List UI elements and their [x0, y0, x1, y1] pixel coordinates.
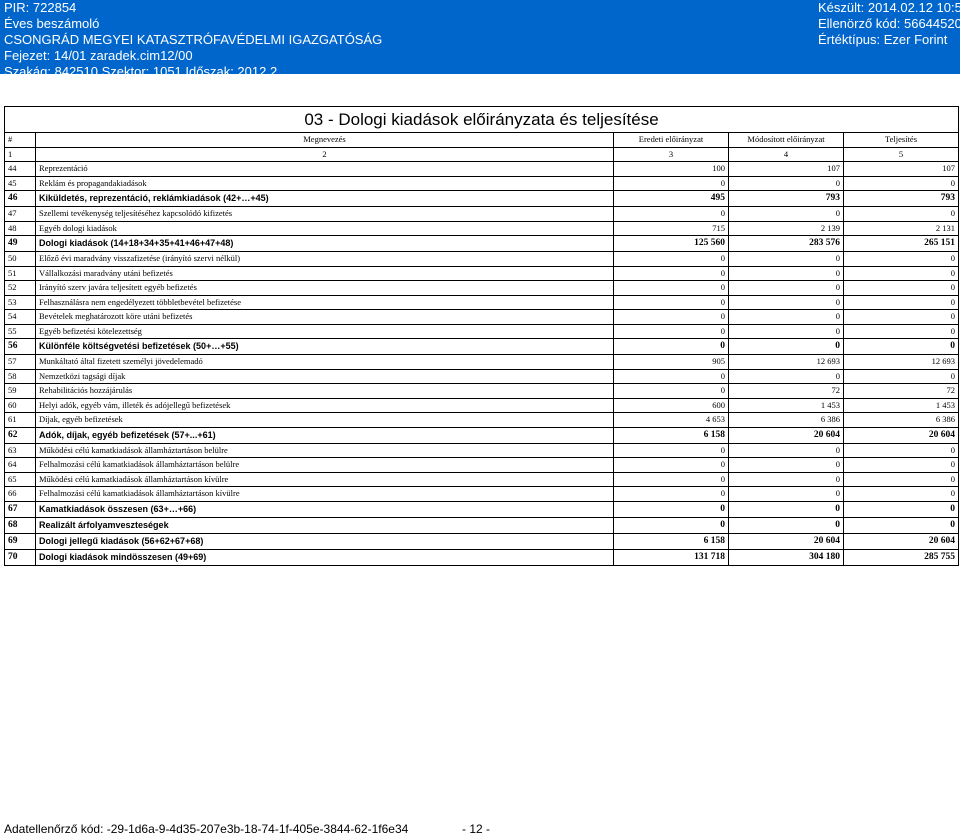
- row-name: Reklám és propagandakiadások: [36, 176, 614, 191]
- row-code: 47: [5, 207, 36, 222]
- row-code: 57: [5, 355, 36, 370]
- row-original: 0: [614, 472, 729, 487]
- row-actual: 0: [844, 207, 959, 222]
- col-number-header: #: [5, 133, 36, 148]
- row-name: Nemzetközi tagsági díjak: [36, 369, 614, 384]
- table-row: [5, 324, 959, 339]
- row-original: 4 653: [614, 413, 729, 428]
- row-modified: 0: [729, 369, 844, 384]
- table-row: [5, 207, 959, 222]
- row-actual: 107: [844, 162, 959, 177]
- table-row: [5, 369, 959, 384]
- column-number: 2: [36, 147, 614, 162]
- row-code: 54: [5, 310, 36, 325]
- row-original: 6 158: [614, 427, 729, 443]
- row-name: Helyi adók, egyéb vám, illeték és adójellegű befizetések: [36, 398, 614, 413]
- row-name: Előző évi maradvány visszafizetése (irányító szervi nélkül): [36, 252, 614, 267]
- col-name-header: Megnevezés: [36, 133, 614, 148]
- row-actual: 0: [844, 487, 959, 502]
- row-original: 0: [614, 310, 729, 325]
- row-code: 70: [5, 549, 36, 565]
- header-right: [818, 0, 976, 48]
- footer: [4, 822, 491, 836]
- row-modified: 1 453: [729, 398, 844, 413]
- column-number: 3: [614, 147, 729, 162]
- table-row: [5, 472, 959, 487]
- table-row: [5, 384, 959, 399]
- row-modified: 0: [729, 458, 844, 473]
- row-modified: 20 604: [729, 533, 844, 549]
- row-code: 59: [5, 384, 36, 399]
- row-modified: 0: [729, 266, 844, 281]
- row-name: Rehabilitációs hozzájárulás: [36, 384, 614, 399]
- row-actual: 0: [844, 339, 959, 355]
- row-code: 64: [5, 458, 36, 473]
- row-actual: 793: [844, 191, 959, 207]
- header-organization: CSONGRÁD MEGYEI KATASZTRÓFAVÉDELMI IGAZGATÓSÁG: [4, 32, 383, 47]
- table-row: [5, 549, 959, 565]
- row-name: Egyéb befizetési kötelezettség: [36, 324, 614, 339]
- row-name: Dologi jellegű kiadások (56+62+67+68): [36, 533, 614, 549]
- row-code: 68: [5, 517, 36, 533]
- row-original: 0: [614, 339, 729, 355]
- row-name: Dologi kiadások mindösszesen (49+69): [36, 549, 614, 565]
- row-name: Működési célú kamatkiadások államháztartáson belülre: [36, 443, 614, 458]
- row-name: Felhasználásra nem engedélyezett többletbevétel befizetése: [36, 295, 614, 310]
- row-actual: 0: [844, 472, 959, 487]
- row-code: 65: [5, 472, 36, 487]
- row-code: 44: [5, 162, 36, 177]
- row-original: 0: [614, 207, 729, 222]
- table-row: [5, 355, 959, 370]
- row-actual: 20 604: [844, 427, 959, 443]
- table-row: [5, 221, 959, 236]
- row-actual: 0: [844, 281, 959, 296]
- row-modified: 12 693: [729, 355, 844, 370]
- row-original: 0: [614, 176, 729, 191]
- row-actual: 0: [844, 501, 959, 517]
- row-code: 67: [5, 501, 36, 517]
- row-name: Kiküldetés, reprezentáció, reklámkiadások (42+…+45): [36, 191, 614, 207]
- row-modified: 0: [729, 501, 844, 517]
- row-actual: 12 693: [844, 355, 959, 370]
- header-sector-period: Szakág: 842510 Szektor: 1051 Időszak: 2012.2: [4, 64, 278, 79]
- row-actual: 285 755: [844, 549, 959, 565]
- row-original: 0: [614, 443, 729, 458]
- row-original: 0: [614, 281, 729, 296]
- row-original: 0: [614, 517, 729, 533]
- row-modified: 107: [729, 162, 844, 177]
- row-actual: 0: [844, 458, 959, 473]
- row-code: 61: [5, 413, 36, 428]
- col-modified-header: Módosított előirányzat: [729, 133, 844, 148]
- row-modified: 0: [729, 176, 844, 191]
- row-original: 0: [614, 266, 729, 281]
- row-modified: 20 604: [729, 427, 844, 443]
- row-actual: 265 151: [844, 236, 959, 252]
- header-created: Készült: 2014.02.12 10:51: [818, 0, 970, 15]
- row-original: 0: [614, 369, 729, 384]
- row-modified: 0: [729, 517, 844, 533]
- row-original: 0: [614, 487, 729, 502]
- row-modified: 0: [729, 472, 844, 487]
- row-original: 125 560: [614, 236, 729, 252]
- row-name: Különféle költségvetési befizetések (50+…+55): [36, 339, 614, 355]
- row-name: Díjak, egyéb befizetések: [36, 413, 614, 428]
- row-name: Felhalmozási célú kamatkiadások államháztartáson kívülre: [36, 487, 614, 502]
- table-row: [5, 295, 959, 310]
- table-row: [5, 398, 959, 413]
- table-row: [5, 427, 959, 443]
- row-name: Munkáltató által fizetett személyi jövedelemadó: [36, 355, 614, 370]
- row-actual: 0: [844, 369, 959, 384]
- row-code: 49: [5, 236, 36, 252]
- row-original: 0: [614, 501, 729, 517]
- row-original: 0: [614, 384, 729, 399]
- row-code: 45: [5, 176, 36, 191]
- row-code: 69: [5, 533, 36, 549]
- column-number: 4: [729, 147, 844, 162]
- row-original: 100: [614, 162, 729, 177]
- header-value-type: Értéktípus: Ezer Forint: [818, 32, 948, 47]
- table-header-row: [5, 133, 959, 148]
- table-row: [5, 533, 959, 549]
- row-actual: 6 386: [844, 413, 959, 428]
- header-pir: PIR: 722854: [4, 0, 77, 15]
- row-name: Adók, díjak, egyéb befizetések (57+...+61): [36, 427, 614, 443]
- row-original: 905: [614, 355, 729, 370]
- table-row: [5, 281, 959, 296]
- row-code: 58: [5, 369, 36, 384]
- row-actual: 1 453: [844, 398, 959, 413]
- table-row: [5, 266, 959, 281]
- table-body: [5, 162, 959, 566]
- expenditure-table: [4, 106, 959, 566]
- table-row: [5, 191, 959, 207]
- row-original: 0: [614, 458, 729, 473]
- row-name: Szellemi tevékenység teljesítéséhez kapcsolódó kifizetés: [36, 207, 614, 222]
- col-actual-header: Teljesítés: [844, 133, 959, 148]
- row-original: 0: [614, 324, 729, 339]
- row-code: 66: [5, 487, 36, 502]
- row-actual: 20 604: [844, 533, 959, 549]
- table-title: 03 - Dologi kiadások előirányzata és teljesítése: [5, 107, 959, 133]
- row-name: Egyéb dologi kiadások: [36, 221, 614, 236]
- row-modified: 0: [729, 310, 844, 325]
- row-code: 62: [5, 427, 36, 443]
- row-modified: 0: [729, 339, 844, 355]
- row-actual: 0: [844, 266, 959, 281]
- row-actual: 0: [844, 310, 959, 325]
- row-modified: 304 180: [729, 549, 844, 565]
- row-code: 50: [5, 252, 36, 267]
- row-code: 51: [5, 266, 36, 281]
- row-modified: 72: [729, 384, 844, 399]
- row-original: 715: [614, 221, 729, 236]
- row-code: 52: [5, 281, 36, 296]
- row-name: Felhalmozási célú kamatkiadások államháztartáson belülre: [36, 458, 614, 473]
- column-number-row: [5, 147, 959, 162]
- row-name: Kamatkiadások összesen (63+…+66): [36, 501, 614, 517]
- table-row: [5, 517, 959, 533]
- table-row: [5, 236, 959, 252]
- row-modified: 0: [729, 324, 844, 339]
- column-number: 5: [844, 147, 959, 162]
- table-row: [5, 458, 959, 473]
- row-code: 46: [5, 191, 36, 207]
- row-original: 131 718: [614, 549, 729, 565]
- row-actual: 2 131: [844, 221, 959, 236]
- row-code: 60: [5, 398, 36, 413]
- row-modified: 0: [729, 487, 844, 502]
- row-name: Vállalkozási maradvány utáni befizetés: [36, 266, 614, 281]
- row-code: 55: [5, 324, 36, 339]
- row-modified: 793: [729, 191, 844, 207]
- row-actual: 0: [844, 295, 959, 310]
- row-original: 495: [614, 191, 729, 207]
- row-modified: 0: [729, 295, 844, 310]
- row-modified: 6 386: [729, 413, 844, 428]
- row-original: 0: [614, 252, 729, 267]
- row-actual: 72: [844, 384, 959, 399]
- row-name: Irányító szerv javára teljesített egyéb befizetés: [36, 281, 614, 296]
- footer-checksum: Adatellenőrző kód: -29-1d6a-9-4d35-207e3b-18-74-1f-405e-3844-62-1f6e34: [4, 822, 409, 836]
- row-actual: 0: [844, 176, 959, 191]
- table-row: [5, 339, 959, 355]
- table-row: [5, 162, 959, 177]
- header-left: [4, 0, 382, 80]
- row-original: 600: [614, 398, 729, 413]
- row-code: 53: [5, 295, 36, 310]
- table-row: [5, 176, 959, 191]
- row-modified: 2 139: [729, 221, 844, 236]
- table-row: [5, 413, 959, 428]
- table-row: [5, 501, 959, 517]
- table-row: [5, 310, 959, 325]
- row-original: 0: [614, 295, 729, 310]
- row-name: Reprezentáció: [36, 162, 614, 177]
- header-check-code: Ellenörző kód: 5664452026: [818, 16, 976, 31]
- table-row: [5, 487, 959, 502]
- row-original: 6 158: [614, 533, 729, 549]
- row-actual: 0: [844, 517, 959, 533]
- row-modified: 0: [729, 443, 844, 458]
- table-row: [5, 252, 959, 267]
- col-original-header: Eredeti előirányzat: [614, 133, 729, 148]
- row-name: Működési célú kamatkiadások államháztartáson kívülre: [36, 472, 614, 487]
- row-modified: 0: [729, 207, 844, 222]
- table-row: [5, 443, 959, 458]
- header-report-type: Éves beszámoló: [4, 16, 100, 31]
- row-modified: 0: [729, 252, 844, 267]
- header-chapter: Fejezet: 14/01 zaradek.cim12/00: [4, 48, 193, 63]
- row-actual: 0: [844, 252, 959, 267]
- row-name: Bevételek meghatározott köre utáni befizetés: [36, 310, 614, 325]
- row-code: 56: [5, 339, 36, 355]
- row-modified: 0: [729, 281, 844, 296]
- row-actual: 0: [844, 324, 959, 339]
- row-code: 48: [5, 221, 36, 236]
- row-name: Realizált árfolyamveszteségek: [36, 517, 614, 533]
- row-actual: 0: [844, 443, 959, 458]
- row-code: 63: [5, 443, 36, 458]
- page-number: - 12 -: [462, 822, 491, 836]
- row-name: Dologi kiadások (14+18+34+35+41+46+47+48): [36, 236, 614, 252]
- column-number: 1: [5, 147, 36, 162]
- row-modified: 283 576: [729, 236, 844, 252]
